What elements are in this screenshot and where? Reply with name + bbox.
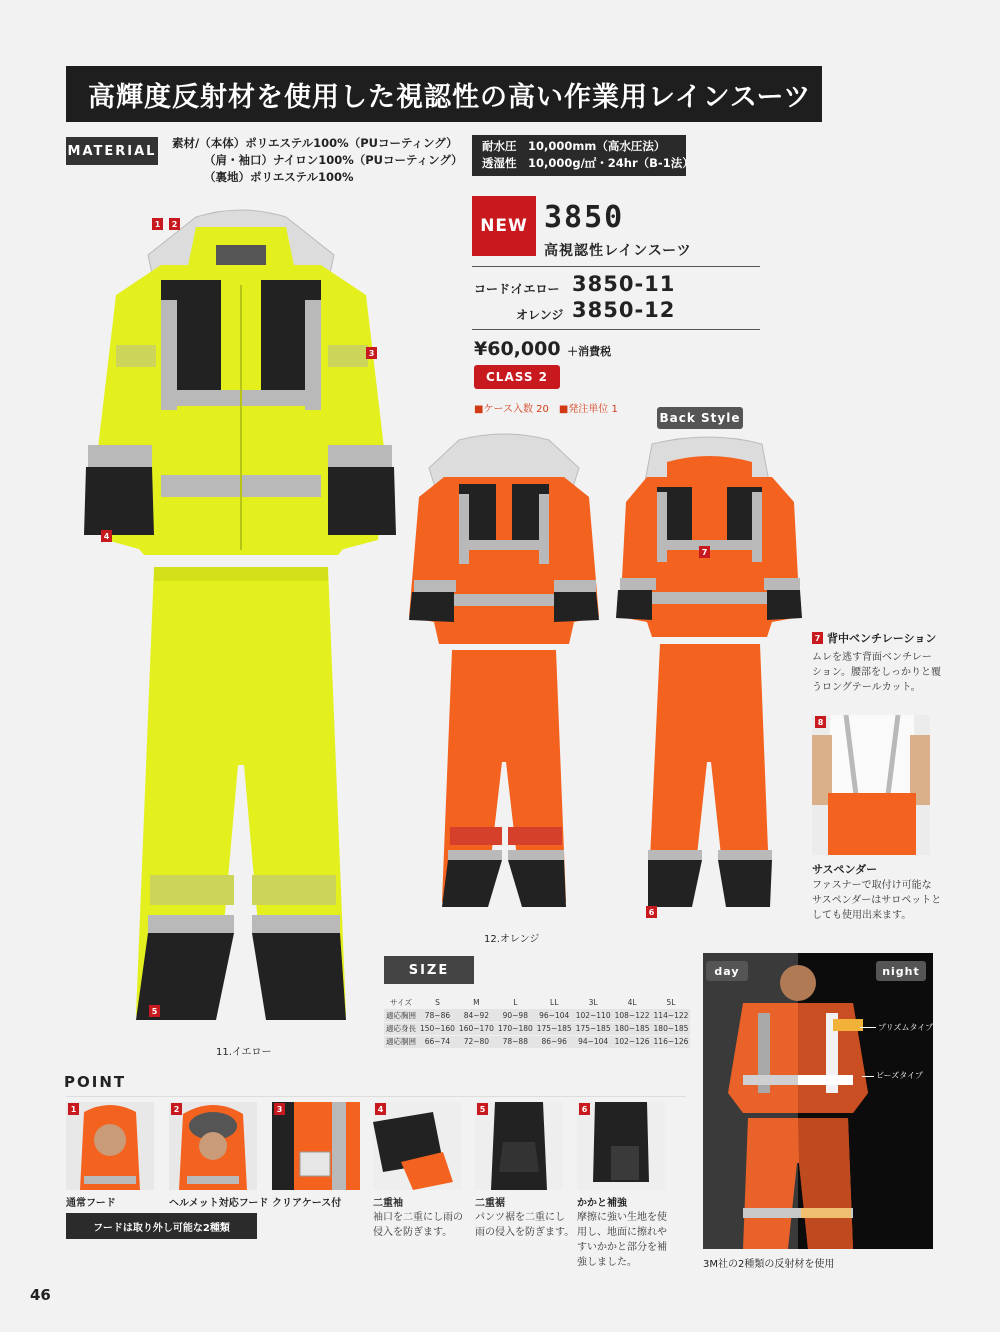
code-color-yellow: イエロー — [512, 282, 560, 296]
size-header: S — [435, 998, 440, 1007]
code-label: コード： — [474, 282, 523, 296]
page-number: 46 — [30, 1286, 51, 1304]
price-tax: ＋消費税 — [567, 345, 612, 358]
point-marker: 8 — [815, 716, 826, 728]
divider — [472, 329, 760, 330]
code-orange: 3850-12 — [572, 298, 676, 322]
point-photo-heel-reinforcement — [577, 1102, 665, 1190]
feature-text: ムレを逃す背面ベンチレー — [812, 652, 932, 663]
size-row — [384, 1009, 690, 1022]
point-title: ヘルメット対応フード — [169, 1198, 269, 1209]
size-cell: 175~185 — [536, 1024, 572, 1033]
size-cell: 94~104 — [574, 1035, 613, 1048]
size-cell: 78~86 — [418, 1009, 457, 1022]
point-text-line: パンツ裾を二重にし — [475, 1212, 565, 1223]
point-text-line: 摩擦に強い生地を使 — [577, 1212, 667, 1223]
point-text-line: 袖口を二重にし雨の — [373, 1212, 463, 1223]
point-marker: 5 — [149, 1005, 160, 1017]
size-cell: 66~74 — [418, 1035, 457, 1048]
point-text — [577, 1210, 667, 1270]
point-marker: 1 — [152, 218, 163, 230]
size-cell: 適応胸囲 — [384, 1009, 418, 1022]
size-cell: 102~110 — [574, 1009, 613, 1022]
spec-breathability: 透湿性 10,000g/㎡・24hr（B-1法） — [482, 156, 694, 170]
size-cell: 180~185 — [653, 1024, 689, 1033]
day-night-photo — [703, 953, 933, 1249]
size-cell: 102~126 — [613, 1035, 652, 1048]
size-header: 5L — [666, 998, 676, 1007]
point-text-line: 雨の侵入を防ぎます。 — [475, 1227, 575, 1238]
orange-suit-front-illustration — [404, 432, 604, 917]
model-name: 高視認性レインスーツ — [544, 243, 692, 259]
spec-water-pressure: 耐水圧 10,000mm（高水圧法） — [482, 139, 666, 153]
size-cell: 90~98 — [496, 1009, 535, 1022]
size-header-row — [384, 996, 690, 1009]
size-header: 3L — [588, 998, 598, 1007]
feature-text: サスペンダーはサロペットと — [812, 895, 942, 906]
back-style-tag: Back Style — [657, 407, 743, 429]
size-cell: 114~122 — [652, 1009, 691, 1022]
feature-number: 7 — [812, 632, 823, 644]
class-badge: CLASS 2 — [474, 365, 560, 389]
size-cell: 適応身長 — [386, 1024, 416, 1033]
point-text-line: 強しました。 — [577, 1257, 637, 1268]
size-cell: 170~180 — [497, 1024, 533, 1033]
point-photo-helmet-hood — [169, 1102, 257, 1190]
point-marker: 1 — [68, 1103, 79, 1115]
suspender-photo — [812, 715, 930, 855]
point-marker: 6 — [646, 906, 657, 918]
material-line: （肩・袖口）ナイロン100%（PUコーティング） — [204, 153, 463, 167]
point-photo-clear-case — [272, 1102, 360, 1190]
orange-suit-back-illustration — [612, 432, 807, 917]
material-line: 素材/（本体）ポリエステル100%（PUコーティング） — [172, 136, 458, 150]
size-cell: 適応胴囲 — [384, 1035, 418, 1048]
point-title: 通常フード — [66, 1198, 116, 1209]
size-header: M — [473, 998, 480, 1007]
point-marker: 2 — [171, 1103, 182, 1115]
size-header: L — [513, 998, 518, 1007]
callout-line — [860, 1027, 876, 1028]
size-cell: 160~170 — [458, 1024, 494, 1033]
day-night-caption: 3M社の2種類の反射材を使用 — [703, 1259, 835, 1270]
size-cell: 116~126 — [652, 1035, 691, 1048]
model-number: 3850 — [544, 200, 625, 235]
point-marker: 6 — [579, 1103, 590, 1115]
code-yellow: 3850-11 — [572, 272, 676, 296]
prism-label: プリズムタイプ — [878, 1023, 934, 1032]
feature-ventilation — [812, 630, 941, 695]
feature-text: うロングテールカット。 — [812, 682, 921, 693]
spec-box — [472, 135, 694, 176]
point-text — [373, 1210, 463, 1240]
point-text-line: 用し、地面に擦れや — [577, 1227, 667, 1238]
size-header: サイズ — [390, 998, 412, 1007]
material-label: MATERIAL — [66, 137, 158, 165]
size-header: 4L — [627, 998, 637, 1007]
point-label: POINT — [64, 1073, 127, 1091]
price — [474, 338, 611, 360]
point-text — [475, 1210, 574, 1240]
feature-title: サスペンダー — [812, 863, 878, 876]
bead-label: ビーズタイプ — [876, 1071, 923, 1080]
point-marker: 3 — [274, 1103, 285, 1115]
size-cell: 86~96 — [535, 1035, 574, 1048]
price-value: ¥60,000 — [474, 338, 561, 360]
case-info: ■ケース入数 20 ■発注単位 1 — [474, 404, 618, 415]
feature-text: ファスナーで取付け可能な — [812, 880, 932, 891]
point-title: 二重袖 — [373, 1198, 403, 1209]
point-text-line: すいかかと部分を補 — [577, 1242, 667, 1253]
size-cell: 150~160 — [420, 1024, 455, 1033]
size-cell: 180~185 — [614, 1024, 650, 1033]
point-title: 二重裾 — [475, 1198, 505, 1209]
new-badge: NEW — [472, 196, 536, 256]
size-cell: 72~80 — [457, 1035, 496, 1048]
point-marker: 7 — [699, 546, 710, 558]
point-photo-double-sleeve — [373, 1102, 461, 1190]
size-cell: 78~88 — [496, 1035, 535, 1048]
size-row — [384, 1022, 690, 1035]
point-text-line: 侵入を防ぎます。 — [373, 1227, 453, 1238]
point-marker: 4 — [101, 530, 112, 542]
feature-text: しても使用出来ます。 — [812, 910, 912, 921]
size-row — [384, 1035, 690, 1048]
point-marker: 4 — [375, 1103, 386, 1115]
point-title: クリアケース付 — [272, 1198, 342, 1209]
feature-text: ション。腰部をしっかりと覆 — [812, 667, 941, 678]
size-cell: 84~92 — [457, 1009, 496, 1022]
callout-line — [862, 1076, 874, 1077]
divider — [66, 1096, 686, 1097]
point-photo-double-hem — [475, 1102, 563, 1190]
point-photo-hood — [66, 1102, 154, 1190]
code-color-orange: オレンジ — [516, 308, 564, 322]
point-marker: 5 — [477, 1103, 488, 1115]
size-header: LL — [550, 998, 559, 1007]
size-cell: 96~104 — [535, 1009, 574, 1022]
divider — [472, 266, 760, 267]
material-line: （裏地）ポリエステル100% — [204, 170, 354, 184]
caption-orange: 12.オレンジ — [484, 934, 540, 945]
night-tag: night — [876, 961, 926, 981]
feature-suspender-text — [812, 878, 941, 923]
point-marker: 3 — [366, 347, 377, 359]
hood-note: フードは取り外し可能な2種類 — [66, 1213, 257, 1239]
size-cell: 175~185 — [575, 1024, 611, 1033]
page-title: 高輝度反射材を使用した視認性の高い作業用レインスーツ — [66, 66, 822, 122]
size-label: SIZE — [384, 956, 474, 984]
feature-title: 背中ベンチレーション — [827, 632, 937, 645]
material-text — [172, 135, 463, 186]
caption-yellow: 11.イエロー — [216, 1047, 272, 1058]
point-title: かかと補強 — [577, 1198, 627, 1209]
point-marker: 2 — [169, 218, 180, 230]
size-table — [384, 996, 690, 1048]
day-tag: day — [706, 961, 748, 981]
size-cell: 108~122 — [613, 1009, 652, 1022]
yellow-suit-illustration — [66, 205, 406, 1035]
